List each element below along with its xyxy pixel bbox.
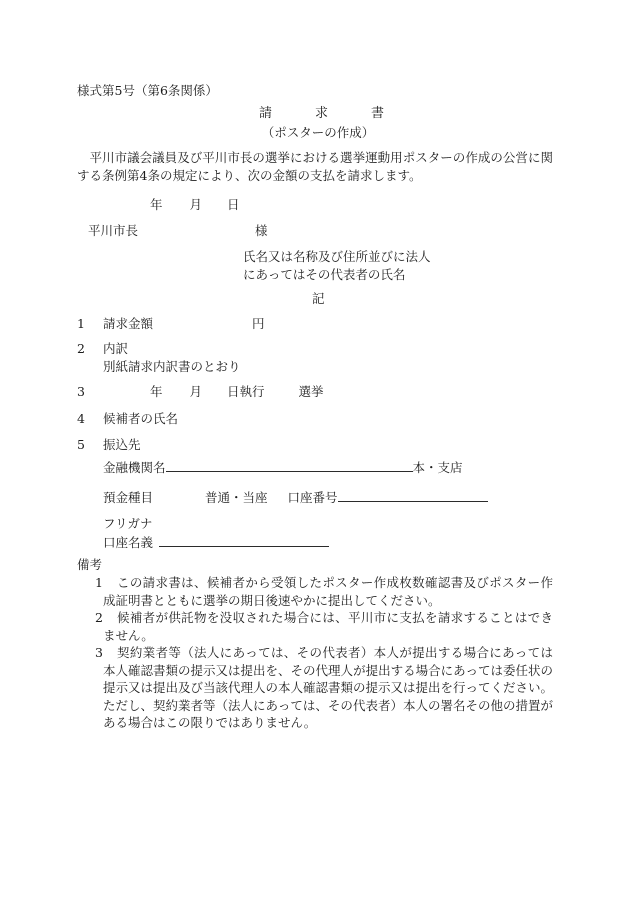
addressee-name: 平川市長 [88, 223, 139, 238]
branch-label: 本・支店 [412, 460, 463, 475]
candidate-name-label: 候補者の氏名 [103, 411, 179, 426]
account-name-field[interactable] [159, 533, 329, 547]
remark-text: 候補者が供託物を没収された場合には、平川市に支払を請求することはできません。 [103, 610, 553, 643]
bank-name-row [103, 458, 553, 477]
claim-amount-label: 請求金額 [103, 316, 154, 331]
deposit-type-options: 普通・当座 [205, 490, 268, 505]
account-name-label: 口座名義 [103, 535, 154, 550]
exec-year-label: 年 [150, 384, 163, 399]
month-label: 月 [189, 197, 203, 212]
furigana-label: フリガナ [103, 516, 153, 531]
breakdown-row [77, 340, 553, 358]
document-subtitle: （ポスターの作成） [261, 125, 375, 140]
deposit-type-row [103, 488, 553, 507]
record-marker: 記 [312, 291, 325, 306]
item-number: 3 [77, 384, 85, 399]
day-label: 日 [227, 197, 240, 212]
item-number: 2 [77, 341, 85, 356]
applicant-note-line1: 氏名又は名称及び住所並びに法人 [243, 249, 431, 264]
addressee-honorific: 様 [255, 223, 268, 238]
election-label: 選挙 [298, 384, 324, 399]
exec-month-label: 月 [189, 384, 203, 399]
breakdown-label: 内訳 [103, 341, 129, 356]
account-number-label: 口座番号 [287, 490, 338, 505]
remark-item [95, 644, 554, 732]
account-number-field[interactable] [338, 488, 488, 502]
document-content [77, 82, 553, 732]
account-name-row [103, 533, 553, 552]
claim-amount-row [77, 315, 553, 333]
transfer-destination-row [77, 436, 553, 454]
remark-text: 契約業者等（法人にあっては、その代表者）本人が提出する場合にあっては本人確認書類の提示又は提出を、その代理人が提出する場合にあっては委任状の提示又は提出及び当該代理人の本人確認書類の提示又は提出を行ってください。ただし、契約業者等（法人にあっては、その代表者）本人の署名その他の措置がある場合はこの限りではありません。 [103, 645, 554, 730]
transfer-destination-label: 振込先 [103, 437, 141, 452]
bank-institution-label: 金融機関名 [103, 460, 166, 475]
item-number: 5 [77, 437, 85, 452]
item-number: 1 [77, 316, 85, 331]
candidate-name-row [77, 410, 553, 428]
document-title: 請 求 書 [258, 106, 385, 121]
form-number: 様式第5号（第6条関係） [77, 83, 218, 98]
furigana-row [103, 515, 553, 533]
remark-text: この請求書は、候補者から受領したポスター作成枚数確認書及びポスター作成証明書とともに選挙の期日後速やかに提出してください。 [103, 575, 553, 608]
year-label: 年 [150, 197, 163, 212]
amount-unit-label: 円 [252, 316, 265, 331]
remarks-section [77, 556, 553, 732]
remark-number: 3 [95, 645, 103, 660]
remark-item [95, 609, 553, 644]
remark-number: 1 [95, 575, 103, 590]
date-line [77, 196, 553, 214]
record-marker-line [77, 290, 553, 308]
breakdown-detail: 別紙請求内訳書のとおり [103, 359, 241, 374]
addressee-line [77, 222, 553, 240]
remarks-title: 備考 [77, 557, 103, 572]
item-number: 4 [77, 411, 85, 426]
remark-number: 2 [95, 610, 103, 625]
deposit-type-label: 預金種目 [103, 490, 154, 505]
intro-paragraph: 平川市議会議員及び平川市長の選挙における選挙運動用ポスターの作成の公営に関する条例第4条の規定により、次の金額の支払を請求します。 [77, 150, 553, 183]
bank-name-field[interactable] [166, 458, 413, 472]
election-date-row [77, 383, 553, 401]
exec-day-label: 日執行 [227, 384, 265, 399]
remark-item [95, 574, 553, 609]
applicant-note-line2: にあってはその代表者の氏名 [243, 267, 406, 282]
